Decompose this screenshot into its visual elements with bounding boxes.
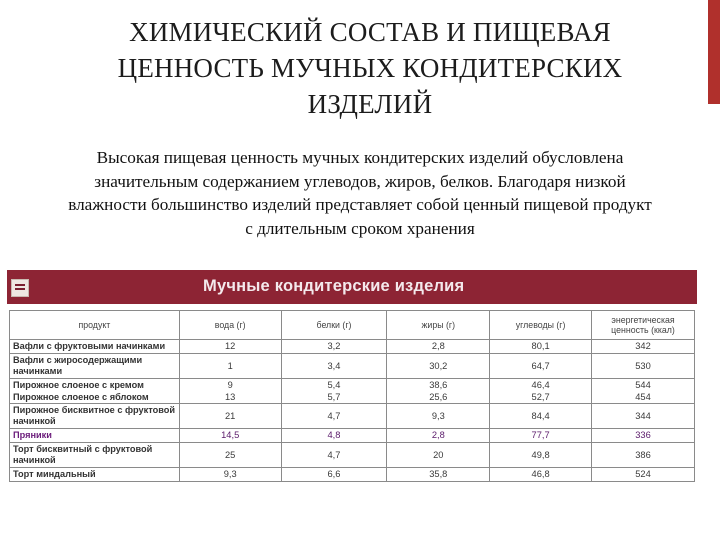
table-cell: 77,7 xyxy=(490,429,592,443)
slide-body-text xyxy=(4,146,716,240)
table-cell: 4,7 xyxy=(281,404,387,429)
cell-value: 5,4 xyxy=(327,380,341,390)
table-cell: 336 xyxy=(592,429,695,443)
table-row xyxy=(10,404,695,429)
column-header: продукт xyxy=(10,311,180,340)
column-header: энергетическая ценность (ккал) xyxy=(592,311,695,340)
nutrition-figure xyxy=(7,270,697,482)
cell-value: 46,4 xyxy=(531,380,550,390)
title-line: ИЗДЕЛИЙ xyxy=(307,89,433,119)
table-cell: 30,2 xyxy=(387,354,490,379)
table-cell: 12 xyxy=(179,340,281,354)
table-cell: 2,8 xyxy=(387,340,490,354)
accent-bar xyxy=(708,0,720,104)
body-line: с длительным сроком хранения xyxy=(245,218,475,238)
cell-value: 52,7 xyxy=(531,392,550,402)
table-cell xyxy=(592,379,695,404)
slide-title xyxy=(40,14,700,122)
table-cell xyxy=(387,379,490,404)
product-name: Вафли с жиросодержащими начинками xyxy=(10,354,180,379)
product-name: Пряники xyxy=(10,429,180,443)
table-header-row xyxy=(10,311,695,340)
table-cell: 344 xyxy=(592,404,695,429)
table-row xyxy=(10,379,695,404)
table-row xyxy=(10,443,695,468)
body-line: значительным содержанием углеводов, жиров, белков. Благодаря низкой xyxy=(94,171,626,191)
table-cell: 342 xyxy=(592,340,695,354)
table-cell xyxy=(490,379,592,404)
table-cell: 6,6 xyxy=(281,468,387,482)
table-cell: 3,4 xyxy=(281,354,387,379)
table-cell: 21 xyxy=(179,404,281,429)
document-icon xyxy=(11,279,29,297)
table-cell: 20 xyxy=(387,443,490,468)
table-cell: 80,1 xyxy=(490,340,592,354)
column-header: углеводы (г) xyxy=(490,311,592,340)
table-cell xyxy=(281,379,387,404)
cell-value: 25,6 xyxy=(429,392,448,402)
table-cell: 35,8 xyxy=(387,468,490,482)
table-row xyxy=(10,354,695,379)
table-row xyxy=(10,340,695,354)
cell-value: 5,7 xyxy=(327,392,341,402)
table-cell: 9,3 xyxy=(179,468,281,482)
table-cell: 1 xyxy=(179,354,281,379)
cell-value: 544 xyxy=(635,380,651,390)
table-cell: 524 xyxy=(592,468,695,482)
cell-value: 9 xyxy=(227,380,233,390)
table-cell: 25 xyxy=(179,443,281,468)
product-name: Пирожное слоеное с яблоком xyxy=(13,392,149,402)
table-cell xyxy=(179,379,281,404)
table-cell: 64,7 xyxy=(490,354,592,379)
table-cell: 386 xyxy=(592,443,695,468)
table-cell: 3,2 xyxy=(281,340,387,354)
column-header: жиры (г) xyxy=(387,311,490,340)
figure-header xyxy=(7,270,697,304)
body-line: влажности большинство изделий представляет собой ценный пищевой продукт xyxy=(68,195,652,214)
cell-value: 13 xyxy=(225,392,236,402)
nutrition-table xyxy=(9,310,695,482)
table-cell: 46,8 xyxy=(490,468,592,482)
table-cell: 530 xyxy=(592,354,695,379)
table-cell: 14,5 xyxy=(179,429,281,443)
product-name: Пирожное бисквитное с фруктовой начинкой xyxy=(10,404,180,429)
body-line: Высокая пищевая ценность мучных кондитерских изделий обусловлена xyxy=(96,148,624,167)
table-cell: 9,3 xyxy=(387,404,490,429)
product-name: Торт миндальный xyxy=(10,468,180,482)
table-cell: 49,8 xyxy=(490,443,592,468)
product-name-pair xyxy=(10,379,180,404)
table-cell: 4,7 xyxy=(281,443,387,468)
product-name: Пирожное слоеное с кремом xyxy=(13,380,144,390)
product-name: Торт бисквитный с фруктовой начинкой xyxy=(10,443,180,468)
figure-title: Мучные кондитерские изделия xyxy=(203,277,465,295)
title-line: ХИМИЧЕСКИЙ СОСТАВ И ПИЩЕВАЯ xyxy=(129,17,611,47)
table-cell: 2,8 xyxy=(387,429,490,443)
column-header: вода (г) xyxy=(179,311,281,340)
column-header: белки (г) xyxy=(281,311,387,340)
table-row xyxy=(10,468,695,482)
cell-value: 38,6 xyxy=(429,380,448,390)
table-cell: 4,8 xyxy=(281,429,387,443)
product-name: Вафли с фруктовыми начинками xyxy=(10,340,180,354)
table-cell: 84,4 xyxy=(490,404,592,429)
title-line: ЦЕННОСТЬ МУЧНЫХ КОНДИТЕРСКИХ xyxy=(117,53,623,83)
cell-value: 454 xyxy=(635,392,651,402)
table-row xyxy=(10,429,695,443)
